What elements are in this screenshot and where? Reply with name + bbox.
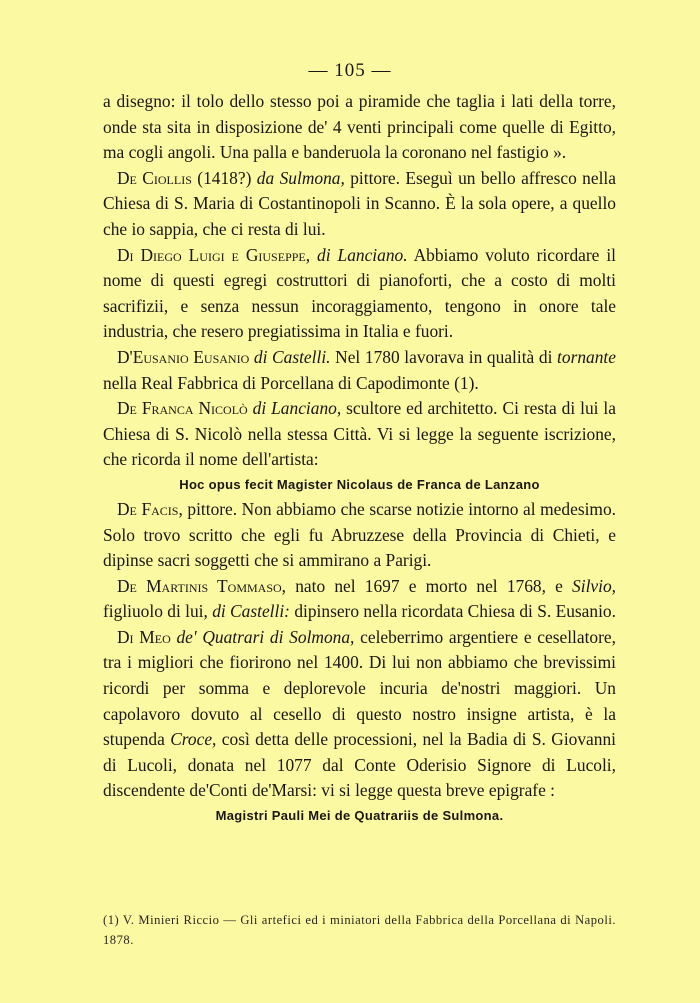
- entry-work: Croce,: [170, 729, 217, 750]
- entry-text: celeberrimo argentiere e cesellatore, tra i migliori che fiorirono nel 1400. Di lui non abbiamo che brevissimi ricordi per somma e deplorevole incuria de'nostri maggiori. Un capolavoro dovuto al cesello di questo nostro insigne artista, è la stupenda: [103, 626, 616, 750]
- entry-text: Nel 1780 lavorava in qualità di: [330, 346, 558, 367]
- entry-di-diego: [103, 243, 616, 345]
- entry-place: de' Quatrari di Solmona,: [170, 626, 355, 647]
- entry-place: di Castelli:: [212, 601, 290, 622]
- entry-text-3: dipinsero nella ricordata Chiesa di S. Eusanio.: [289, 601, 616, 622]
- entry-text-2: nella Real Fabbrica di Porcellana di Capodimonte (1).: [103, 372, 479, 393]
- entry-text: pittore. Eseguì un bello affresco nella Chiesa di S. Maria di Costantinopoli in Scanno. È la sola opere, a quello che io sappia, che ci resta di lui.: [103, 167, 616, 239]
- entry-place: di Lanciano.: [310, 244, 408, 265]
- entry-name: Di Diego Luigi e Giuseppe,: [117, 244, 311, 265]
- entry-name: De Ciollis: [117, 167, 192, 188]
- entry-text: Abbiamo voluto ricordare il nome di questi egregi costruttori di pianoforti, che a costo di molti sacrifizii, e senza nessun incoraggiamento, tengono in onore tale industria, che resero pregiatissima in Italia e fuori.: [103, 244, 616, 342]
- paragraph-continuation: a disegno: il tolo dello stesso poi a piramide che taglia i lati della torre, onde sta sita in disposizione de' 4 venti principali come quelle di Egitto, ma cogli angoli. Una palla e banderuola la coronano nel fastigio ».: [103, 91, 616, 163]
- page-body: [103, 89, 616, 828]
- entry-name-2: Silvio,: [572, 575, 616, 596]
- inscription-franca: Hoc opus fecit Magister Nicolaus de Franca de Lanzano: [179, 476, 540, 492]
- entry-de-franca: [103, 396, 616, 473]
- entry-text-2: figliuolo di lui,: [103, 601, 213, 622]
- entry-name: De Facis,: [117, 498, 183, 519]
- entry-role: tornante: [557, 346, 616, 367]
- entry-name: Di Meo: [117, 626, 171, 647]
- entry-de-facis: [103, 497, 616, 574]
- entry-text-2: così detta delle processioni, nel la Badia di S. Giovanni di Lucoli, donata nel 1077 dal Conte Oderisio Signore di Lucoli, discendente de'Conti de'Marsi: vi si legge questa breve epigrafe :: [103, 729, 616, 801]
- entry-text: pittore. Non abbiamo che scarse notizie intorno al medesimo. Solo trovo scritto che egli fu Abruzzese della Provincia di Chieti, e dipinse sacri soggetti che si ammirano a Parigi.: [103, 498, 616, 571]
- inscription-meo: Magistri Pauli Mei de Quatrariis de Sulmona.: [215, 808, 504, 824]
- entry-place: di Lanciano,: [247, 398, 342, 419]
- entry-text: scultore ed architetto. Ci resta di lui la Chiesa di S. Nicolò nella stessa Città. Vi si legge la seguente iscrizione, che ricorda il nome dell'artista:: [103, 398, 616, 470]
- entry-date: (1418?): [191, 167, 257, 188]
- entry-text: nato nel 1697 e morto nel 1768, e: [286, 575, 573, 596]
- entry-place: da Sulmona,: [256, 167, 345, 188]
- entry-di-meo: [103, 625, 616, 804]
- page-number: — 105 —: [308, 60, 392, 81]
- entry-de-martinis: [103, 574, 616, 625]
- entry-deusanio: [103, 345, 616, 396]
- entry-de-ciollis: [103, 166, 616, 243]
- entry-name: D'Eusanio Eusanio: [117, 346, 250, 367]
- entry-name: De Martinis Tommaso,: [117, 575, 287, 596]
- footnote: (1) V. Minieri Riccio — Gli artefici ed i miniatori della Fabbrica della Porcellana di Napoli. 1878.: [103, 913, 616, 947]
- entry-place: di Castelli.: [249, 346, 331, 367]
- entry-name: De Franca Nicolò: [117, 398, 248, 419]
